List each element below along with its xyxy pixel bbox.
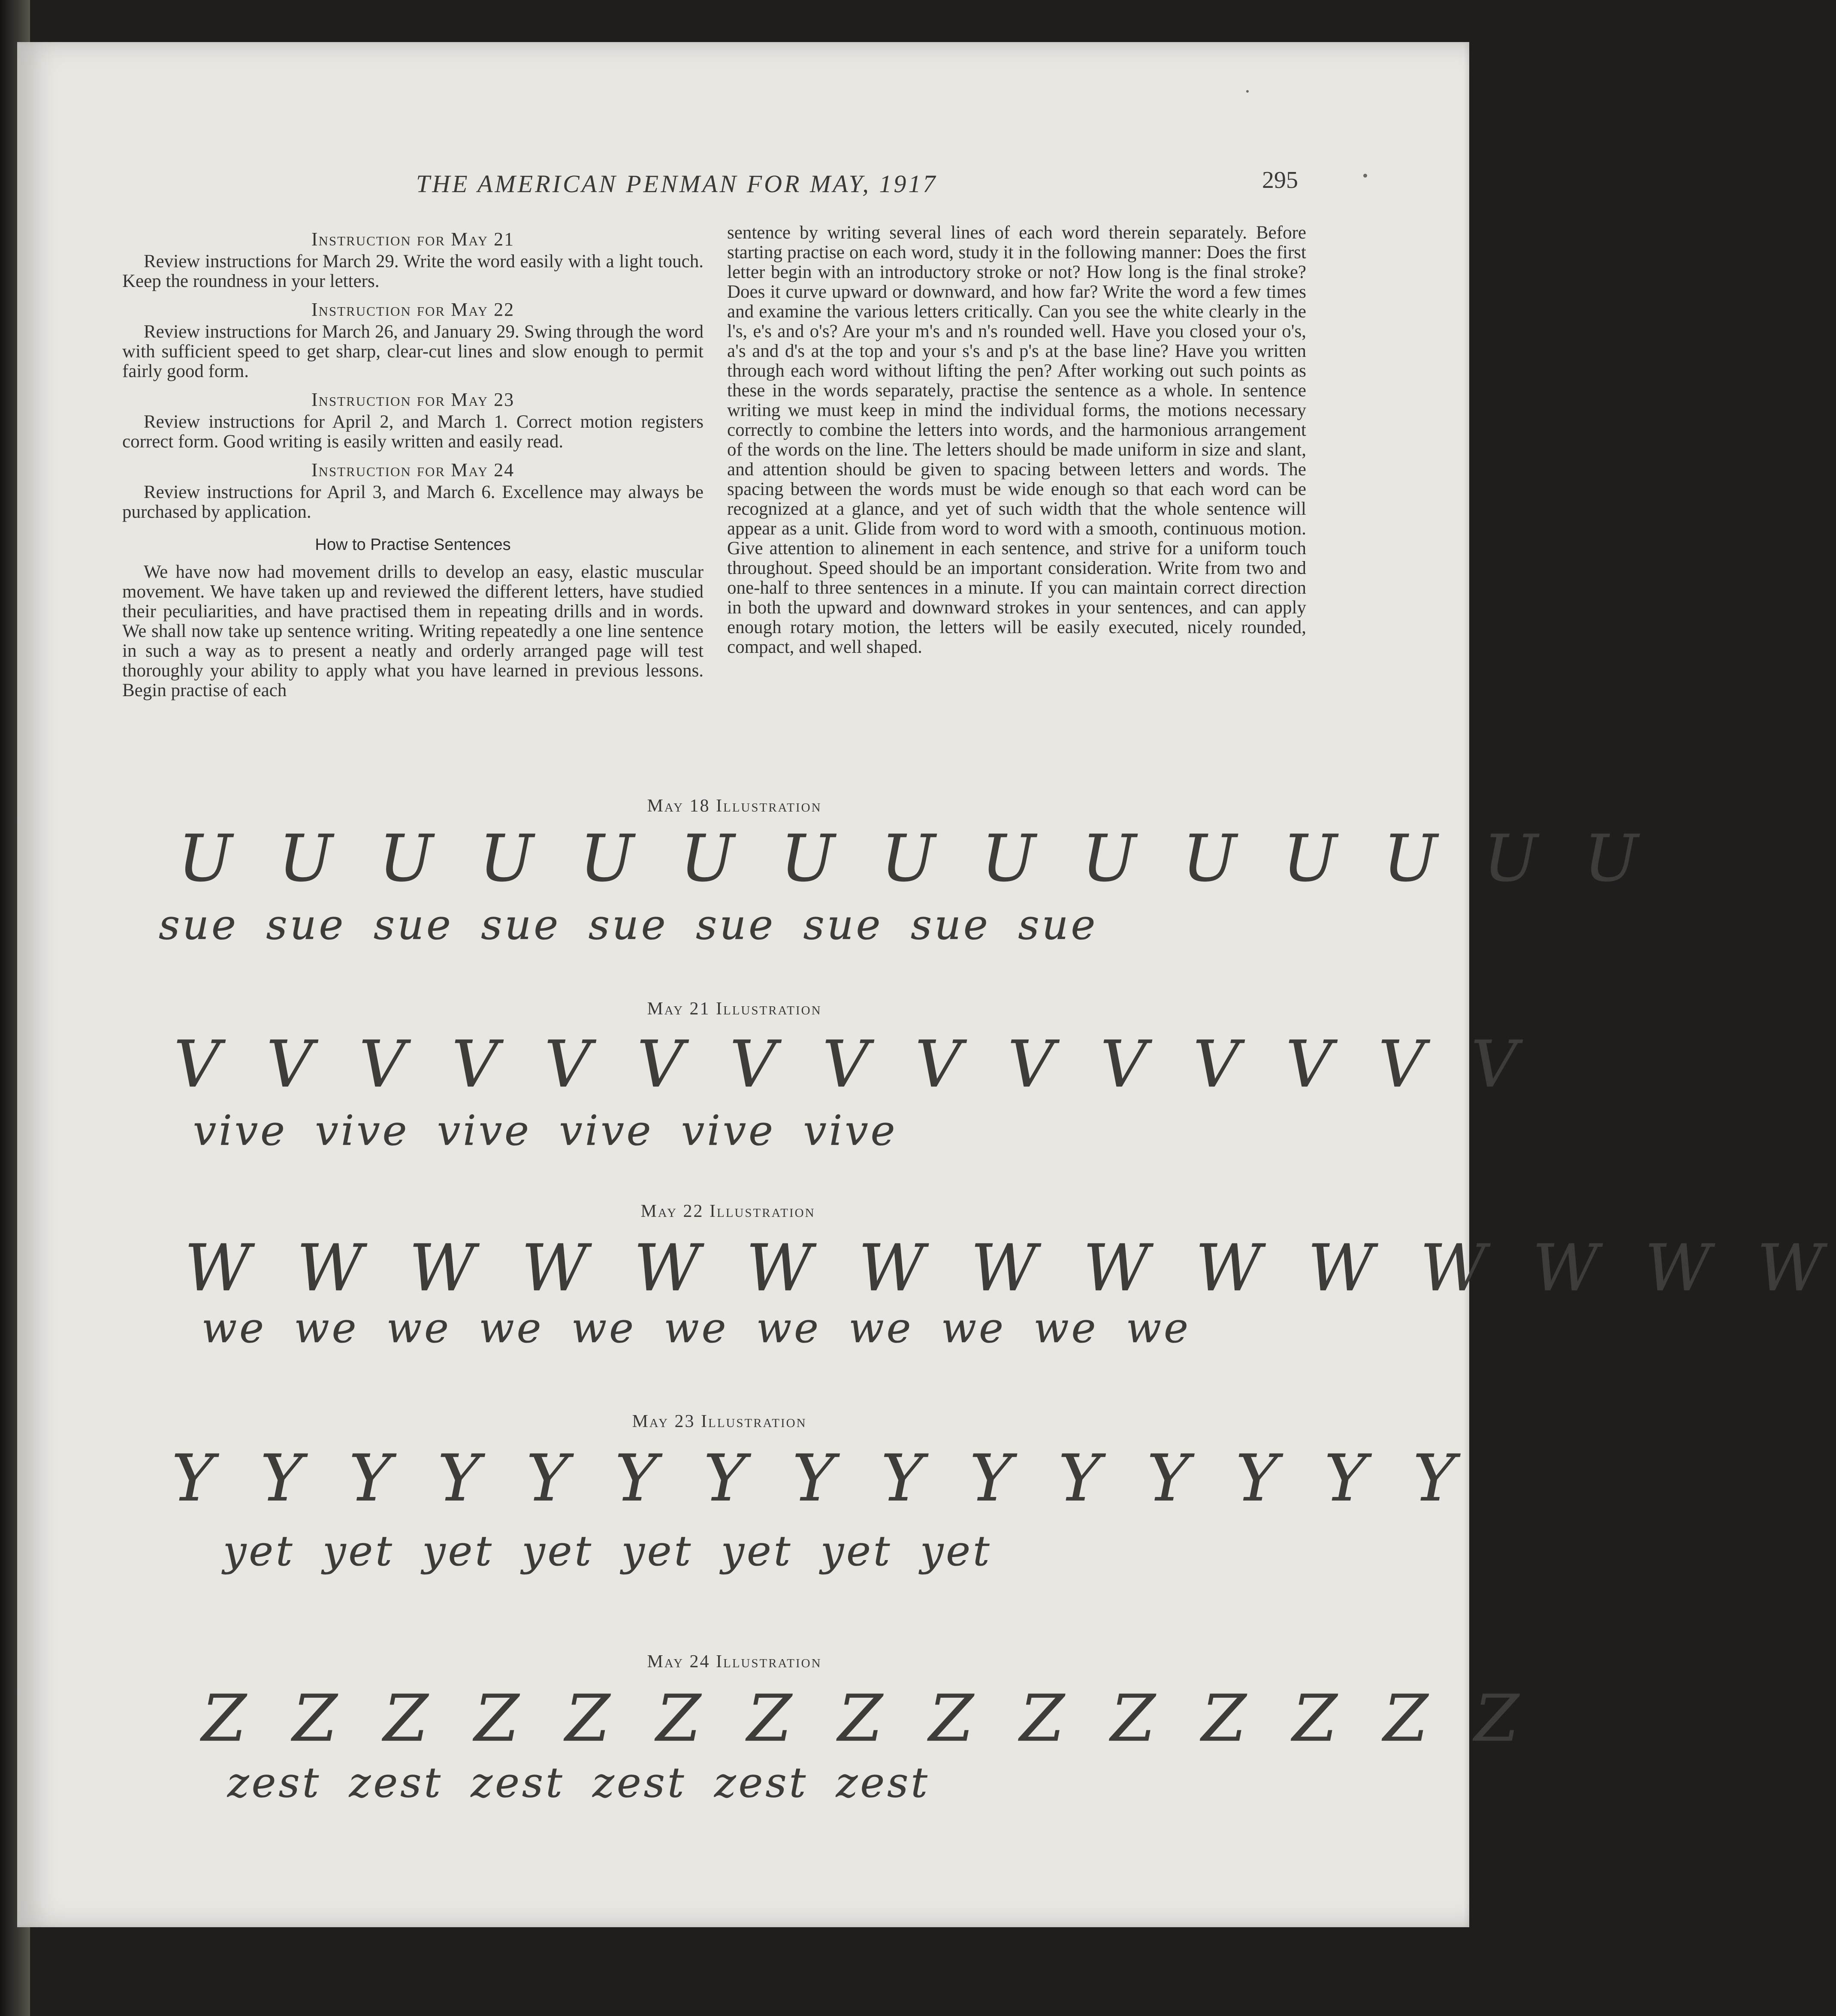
right-text-column <box>727 223 1306 657</box>
print-speck <box>1246 90 1249 93</box>
heading-instruction-may-24: Instruction for May 24 <box>311 459 515 480</box>
heading-instruction-may-22: Instruction for May 22 <box>311 299 515 320</box>
illustration-label-may-18: May 18 Illustration <box>647 796 822 816</box>
script-words-zest-row: zest zest zest zest zest zest <box>227 1759 930 1807</box>
illustration-label-may-21: May 21 Illustration <box>647 999 822 1019</box>
paragraph-how-to-practise-sentences: We have now had movement drills to develop an easy, elastic muscular movement. We have taken up and reviewed the different letters, have studied their peculiarities, and have practised them in repeating drills and in words. We shall now take up sentence writing. Writing repeatedly a one line sentence in such a way as to present a neatly and orderly arranged page will test thoroughly your ability to apply what you have learned in previous lessons. Begin practise of each <box>122 562 704 700</box>
left-text-column <box>122 229 704 700</box>
page-number: 295 <box>1262 167 1298 193</box>
paragraph-instruction-may-24: Review instructions for April 3, and March 6. Excellence may always be purchased by application. <box>122 482 704 522</box>
heading-instruction-may-23: Instruction for May 23 <box>311 389 515 410</box>
paragraph-practise-continued: sentence by writing several lines of each word therein separately. Before starting practise on each word, study it in the following manner: Does the first letter begin with an introductory stroke or not? How long is the final stroke? Does it curve upward or downward, and how far? Write the word a few times and examine the various letters critically. Can you see the white clearly in the l's, e's and o's? Are your m's and n's rounded well. Have you closed your o's, a's and d's at the top and your s's and p's at the base line? Have you written through each word without lifting the pen? After working out such points as these in the words separately, practise the sentence as a whole. In sentence writing we must keep in mind the individual forms, the motions necessary correctly to combine the letters into words, and the harmonious arrangement of the words on the line. The letters should be made uniform in size and slant, and attention should be given to spacing between letters and words. The spacing between the words must be wide enough so that each word can be recognized at a glance, and yet of such width that the whole sentence will appear as a unit. Glide from word to word with a smooth, continuous motion. Give attention to alinement in each sentence, and strive for a uniform touch throughout. Speed should be an important consideration. Write from two and one-half to three sentences in a minute. If you can maintain correct direction in both the upward and downward strokes in your sentences, and can apply enough rotary motion, the letters will be easily executed, nicely rounded, compact, and well shaped. <box>727 223 1306 657</box>
script-capitals-v-row: V V V V V V V V V V V V V V V <box>174 1027 1531 1102</box>
script-words-yet-row: yet yet yet yet yet yet yet yet <box>223 1527 992 1575</box>
heading-how-to-practise-sentences: How to Practise Sentences <box>315 536 511 554</box>
illustration-label-may-23: May 23 Illustration <box>632 1412 807 1431</box>
paragraph-instruction-may-22: Review instructions for March 26, and January 29. Swing through the word with sufficient speed to get sharp, clear-cut lines and slow enough to permit fairly good form. <box>122 322 704 381</box>
print-speck <box>1363 174 1367 178</box>
script-words-sue-row: sue sue sue sue sue sue sue sue sue <box>159 901 1098 949</box>
paragraph-instruction-may-21: Review instructions for March 29. Write the word easily with a light touch. Keep the roundness in your letters. <box>122 251 704 291</box>
script-words-we-row: we we we we we we we we we we we <box>202 1304 1191 1352</box>
illustration-label-may-22: May 22 Illustration <box>640 1201 815 1221</box>
paragraph-instruction-may-23: Review instructions for April 2, and March 1. Correct motion registers correct form. Good writing is easily written and easily read. <box>122 412 704 452</box>
heading-instruction-may-21: Instruction for May 21 <box>311 229 515 250</box>
illustration-label-may-24: May 24 Illustration <box>647 1652 822 1672</box>
running-header-title: THE AMERICAN PENMAN FOR MAY, 1917 <box>416 170 938 198</box>
script-capitals-u-row: U U U U U U U U U U U U U U U <box>178 821 1651 896</box>
script-capitals-w-row: W W W W W W W W W W W W W W W <box>184 1231 1836 1306</box>
script-words-vive-row: vive vive vive vive vive vive <box>193 1107 898 1155</box>
script-capitals-y-row: Y Y Y Y Y Y Y Y Y Y Y Y Y Y Y <box>172 1441 1468 1516</box>
script-capitals-z-row: Z Z Z Z Z Z Z Z Z Z Z Z Z Z Z <box>202 1681 1532 1756</box>
